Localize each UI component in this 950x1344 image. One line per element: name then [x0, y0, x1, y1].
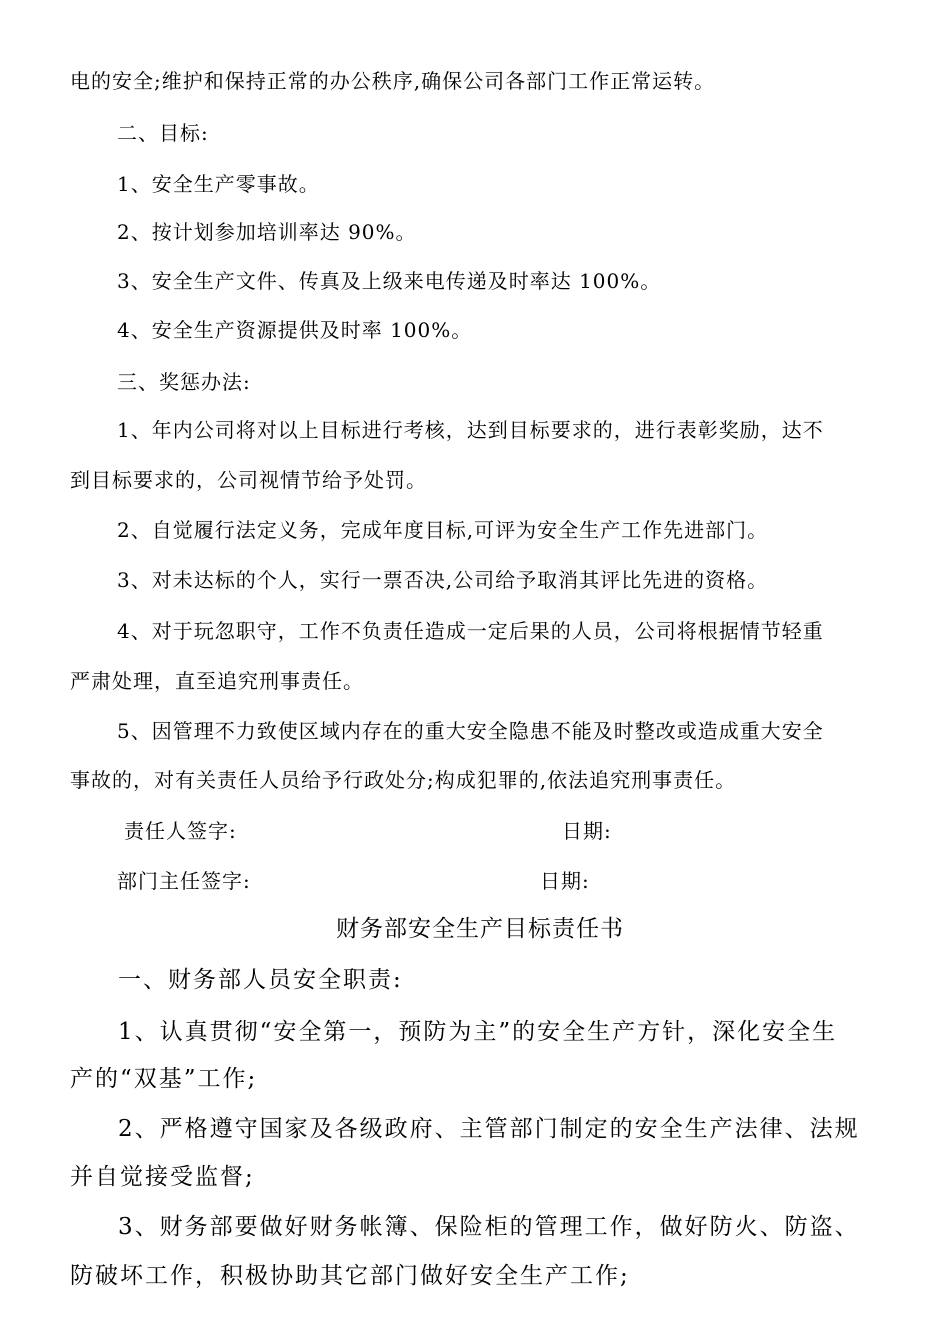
goal-item: 4、安全生产资源提供及时率 100%。: [117, 318, 473, 342]
goals-heading: 二、目标:: [117, 121, 209, 145]
date-label: 日期:: [540, 869, 590, 893]
reward-item-line: 严肃处理，直至追究刑事责任。: [70, 669, 364, 693]
reward-item-line: 3、对未达标的个人，实行一票否决,公司给予取消其评比先进的资格。: [117, 568, 769, 592]
responsible-signature-label: 责任人签字:: [124, 819, 237, 843]
paragraph-continuation: 电的安全;维护和保持正常的办公秩序,确保公司各部门工作正常运转。: [70, 69, 716, 93]
reward-item-line: 4、对于玩忽职守，工作不负责任造成一定后果的人员，公司将根据情节轻重: [117, 619, 824, 643]
duty-item-line: 防破坏工作，积极协助其它部门做好安全生产工作;: [70, 1263, 630, 1289]
duty-item-line: 产的“双基”工作;: [70, 1066, 258, 1092]
duty-item-line: 2、严格遵守国家及各级政府、主管部门制定的安全生产法律、法规: [118, 1116, 860, 1142]
duty-item-line: 3、财务部要做好财务帐簿、保险柜的管理工作，做好防火、防盗、: [118, 1214, 860, 1240]
reward-item-line: 2、自觉履行法定义务，完成年度目标,可评为安全生产工作先进部门。: [117, 518, 769, 542]
date-label: 日期:: [562, 819, 612, 843]
goal-item: 3、安全生产文件、传真及上级来电传递及时率达 100%。: [117, 269, 662, 293]
reward-item-line: 1、年内公司将对以上目标进行考核，达到目标要求的，进行表彰奖励，达不: [117, 418, 824, 442]
document-title: 财务部安全生产目标责任书: [336, 916, 624, 942]
reward-item-line: 事故的，对有关责任人员给予行政处分;构成犯罪的,依法追究刑事责任。: [70, 768, 737, 792]
duties-heading: 一、财务部人员安全职责:: [118, 967, 403, 993]
rewards-heading: 三、奖惩办法:: [117, 370, 251, 394]
director-signature-label: 部门主任签字:: [117, 869, 251, 893]
reward-item-line: 到目标要求的，公司视情节给予处罚。: [70, 468, 427, 492]
reward-item-line: 5、因管理不力致使区域内存在的重大安全隐患不能及时整改或造成重大安全: [117, 719, 824, 743]
goal-item: 2、按计划参加培训率达 90%。: [117, 220, 417, 244]
duty-item-line: 并自觉接受监督;: [70, 1164, 255, 1190]
duty-item-line: 1、认真贯彻“安全第一，预防为主”的安全生产方针，深化安全生: [118, 1019, 838, 1045]
goal-item: 1、安全生产零事故。: [117, 172, 320, 196]
